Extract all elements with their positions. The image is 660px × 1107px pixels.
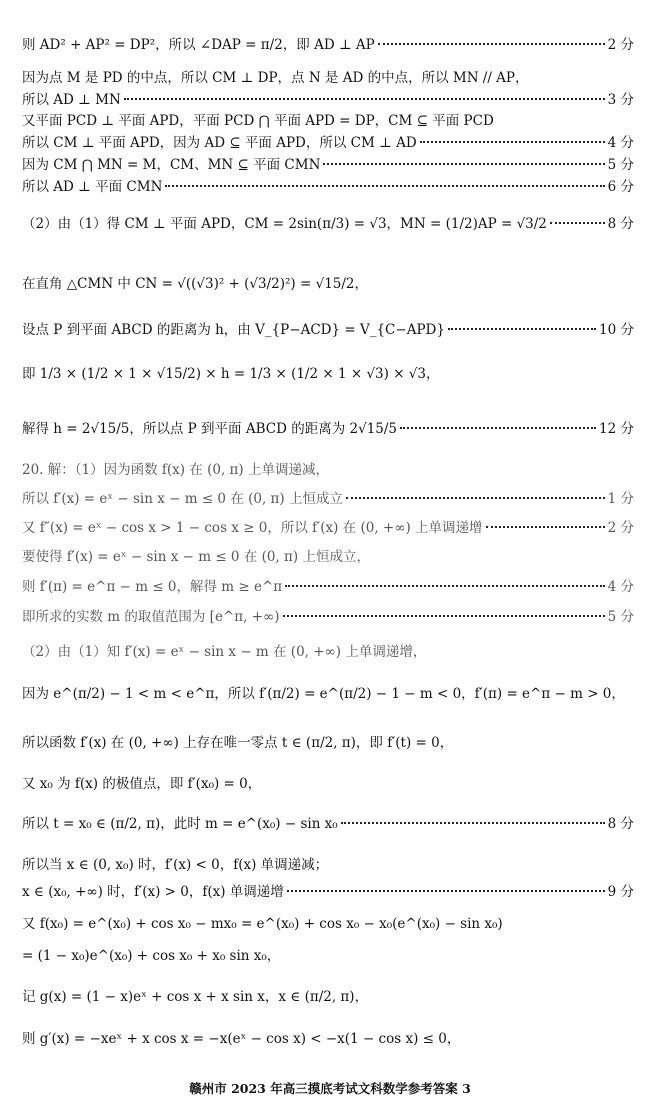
solution-line: （2）由（1）知 f′(x) = eˣ − sin x − m 在 (0, +∞) 上单调递增， (22, 644, 427, 660)
solution-line: = (1 − x₀)e^(x₀) + cos x₀ + x₀ sin x₀， (22, 948, 281, 964)
dot-leader (448, 327, 596, 330)
score-mark: 3 分 (607, 92, 634, 108)
score-mark: 6 分 (607, 179, 634, 195)
solution-line: 又 f(x₀) = e^(x₀) + cos x₀ − mx₀ = e^(x₀) + cos x₀ − x₀(e^(x₀) − sin x₀) (22, 916, 503, 932)
solution-line: （2）由（1）得 CM ⊥ 平面 APD，CM = 2sin(π/3) = √3，MN = (1/2)AP = √3/2 8 分 (22, 212, 634, 232)
dot-leader (341, 821, 605, 824)
dot-leader (323, 162, 604, 165)
page-footer: 赣州市 2023 年高三摸底考试文科数学参考答案 3 (189, 1081, 471, 1096)
solution-line: 所以函数 f′(x) 在 (0, +∞) 上存在唯一零点 t ∈ (π/2, π)，即 f′(t) = 0， (22, 735, 454, 751)
solution-line: 又 x₀ 为 f(x) 的极值点，即 f′(x₀) = 0， (22, 776, 262, 792)
dot-leader (420, 140, 605, 143)
solution-line: 记 g(x) = (1 − x)eˣ + cos x + x sin x，x ∈ (π/2, π)， (22, 989, 369, 1005)
solution-line: x ∈ (x₀, +∞) 时，f′(x) > 0，f(x) 单调递增 9 分 (22, 880, 634, 900)
solution-line: 所以 t = x₀ ∈ (π/2, π)，此时 m = e^(x₀) − sin x₀ 8 分 (22, 812, 634, 832)
score-mark: 9 分 (607, 884, 634, 900)
dot-leader (287, 889, 605, 892)
solution-line: 所以 AD ⊥ MN 3 分 (22, 88, 634, 108)
solution-line: 所以 CM ⊥ 平面 APD，因为 AD ⊆ 平面 APD，所以 CM ⊥ AD 4 分 (22, 131, 634, 151)
dot-leader (165, 184, 604, 187)
dot-leader (378, 42, 605, 45)
score-mark: 2 分 (607, 520, 634, 536)
solution-line: 所以当 x ∈ (0, x₀) 时，f′(x) < 0，f(x) 单调递减； (22, 857, 329, 873)
solution-line: 因为 e^(π/2) − 1 < m < e^π，所以 f′(π/2) = e^(π/2) − 1 − m < 0，f′(π) = e^π − m > 0， (22, 686, 625, 702)
score-mark: 2 分 (607, 37, 634, 53)
solution-line: 又 f″(x) = eˣ − cos x > 1 − cos x ≥ 0，所以 f′(x) 在 (0, +∞) 上单调递增 2 分 (22, 516, 634, 536)
score-mark: 8 分 (607, 216, 634, 232)
score-mark: 12 分 (599, 421, 634, 437)
dot-leader (486, 525, 605, 528)
solution-line: 要使得 f′(x) = eˣ − sin x − m ≤ 0 在 (0, π) 上恒成立， (22, 549, 370, 565)
score-mark: 8 分 (607, 816, 634, 832)
solution-line: 因为点 M 是 PD 的中点，所以 CM ⊥ DP，点 N 是 AD 的中点，所以 MN // AP， (22, 70, 529, 86)
solution-line: 又平面 PCD ⊥ 平面 APD，平面 PCD ⋂ 平面 APD = DP，CM ⊆ 平面 PCD (22, 113, 494, 129)
solution-line: 所以 f′(x) = eˣ − sin x − m ≤ 0 在 (0, π) 上恒成立 1 分 (22, 487, 634, 507)
solution-line: 则 AD² + AP² = DP²，所以 ∠DAP = π/2，即 AD ⊥ AP 2 分 (22, 33, 634, 53)
dot-leader (283, 614, 605, 617)
solution-line: 设点 P 到平面 ABCD 的距离为 h，由 V_{P−ACD} = V_{C−APD} 10 分 (22, 318, 634, 338)
solution-line: 则 f′(π) = e^π − m ≤ 0，解得 m ≥ e^π 4 分 (22, 575, 634, 595)
score-mark: 4 分 (607, 135, 634, 151)
score-mark: 5 分 (607, 157, 634, 173)
score-mark: 10 分 (599, 322, 634, 338)
dot-leader (285, 584, 604, 587)
dot-leader (124, 97, 605, 100)
score-mark: 1 分 (607, 491, 634, 507)
dot-leader (400, 426, 596, 429)
solution-line: 所以 AD ⊥ 平面 CMN 6 分 (22, 175, 634, 195)
solution-line: 在直角 △CMN 中 CN = √((√3)² + (√3/2)²) = √15/2， (22, 276, 369, 292)
solution-line: 因为 CM ⋂ MN = M，CM、MN ⊆ 平面 CMN 5 分 (22, 153, 634, 173)
solution-line: 即 1/3 × (1/2 × 1 × √15/2) × h = 1/3 × (1/2 × 1 × √3) × √3， (22, 366, 440, 382)
solution-line: 即所求的实数 m 的取值范围为 [e^π, +∞) 5 分 (22, 605, 634, 625)
solution-line: 则 g′(x) = −xeˣ + x cos x = −x(eˣ − cos x) < −x(1 − cos x) ≤ 0， (22, 1031, 461, 1047)
score-mark: 4 分 (607, 579, 634, 595)
dot-leader (346, 496, 605, 499)
solution-line: 20. 解：（1）因为函数 f(x) 在 (0, π) 上单调递减， (22, 462, 329, 478)
solution-line: 解得 h = 2√15/5，所以点 P 到平面 ABCD 的距离为 2√15/5 12 分 (22, 417, 634, 437)
score-mark: 5 分 (607, 609, 634, 625)
dot-leader (550, 221, 605, 224)
